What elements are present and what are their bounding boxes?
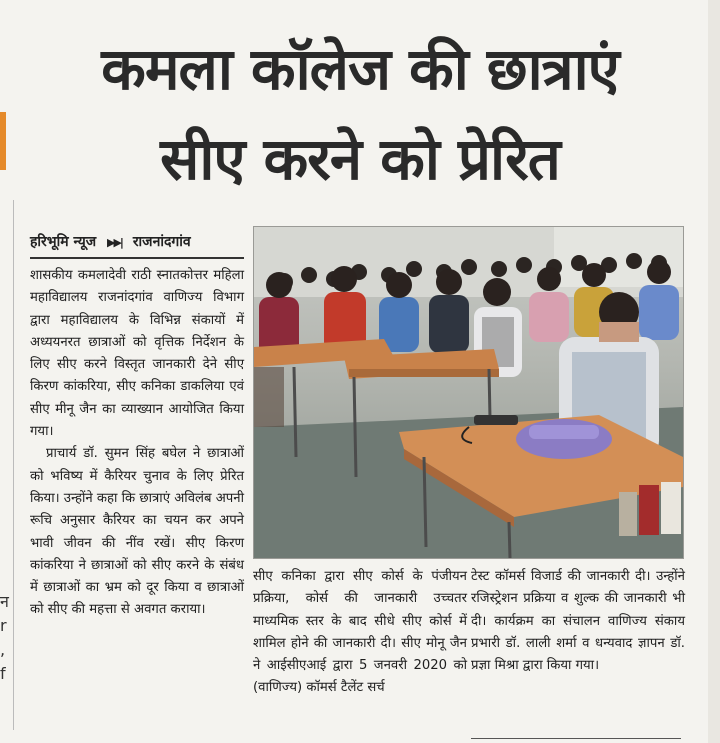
byline-place: राजनांदगांव	[132, 234, 191, 250]
edge-text-fragments	[0, 590, 12, 686]
bottom-divider	[471, 738, 681, 739]
article-paragraph: टेस्ट कॉमर्स विजार्ड की जानकारी दी। उन्होंने रजिस्ट्रेशन प्रक्रिया व शुल्क की जानकारी भी दी। कार्यक्रम का संचालन वाणिज्य संकाय प्रभारी डॉ. लाली शर्मा व धन्यवाद ज्ञापन डॉ. प्रज्ञा मिश्रा द्वारा किया गया।	[471, 569, 685, 674]
article-paragraph: सीए कनिका द्वारा सीए कोर्स के पंजीयन प्रक्रिया, कोर्स की जानकारी उच्चतर माध्यमिक स्तर के बाद सीधे सीए कोर्स में शामिल होने की जानकारी दी। सीए मोनू जैन ने आईसीएआई द्वारा 5 जनवरी 2020 को (वाणिज्य) कॉमर्स टैलेंट सर्च	[253, 569, 467, 696]
edge-fragment: ,	[0, 640, 6, 659]
article-column-1	[30, 265, 244, 622]
article-column-3	[471, 566, 685, 677]
byline	[30, 229, 244, 255]
byline-source: हरिभूमि न्यूज	[30, 234, 97, 250]
edge-fragment: r	[0, 616, 7, 635]
classroom-photo	[253, 226, 684, 559]
headline-line-2: सीए करने को प्रेरित	[160, 125, 560, 193]
page-edge-strip	[708, 0, 720, 743]
byline-underline	[30, 257, 244, 259]
article-paragraph: शासकीय कमलादेवी राठी स्नातकोत्तर महिला महाविद्यालय राजनांदगांव वाणिज्य विभाग द्वारा महाविद्यालय के विभिन्न संकायों में अध्ययनरत छात्राओं को वृत्तिक निर्देशन के लिए सीए करने विस्तृत जानकारी देने सीए किरण कांकरिया, सीए कनिका डाकलिया एवं सीए मीनू जैन का व्याख्यान आयोजित किया गया।	[30, 268, 244, 440]
edge-column-rule	[13, 200, 14, 730]
byline-arrow-icon: ▶▶|	[107, 236, 122, 249]
classroom-photo-illustration	[254, 227, 683, 558]
article-paragraph: प्राचार्य डॉ. सुमन सिंह बघेल ने छात्राओं को भविष्य में कैरियर चुनाव के लिए प्रेरित किया। उन्होंने कहा कि छात्राएं अविलंब अपनी रूचि अनुसार कैरियर का चयन कर अपने भावी जीवन की नींव रखें। सीए किरण कांकरिया ने छात्राओं को सीए करने के संबंध में छात्राओं का भ्रम को दूर किया व छात्राओं को सीए की महत्ता से अवगत कराया।	[30, 446, 244, 618]
headline	[0, 28, 720, 200]
edge-fragment: f	[0, 664, 6, 683]
edge-fragment: न	[0, 592, 9, 611]
article-column-2	[253, 566, 467, 700]
headline-line-1: कमला कॉलेज की छात्राएं	[101, 35, 619, 103]
